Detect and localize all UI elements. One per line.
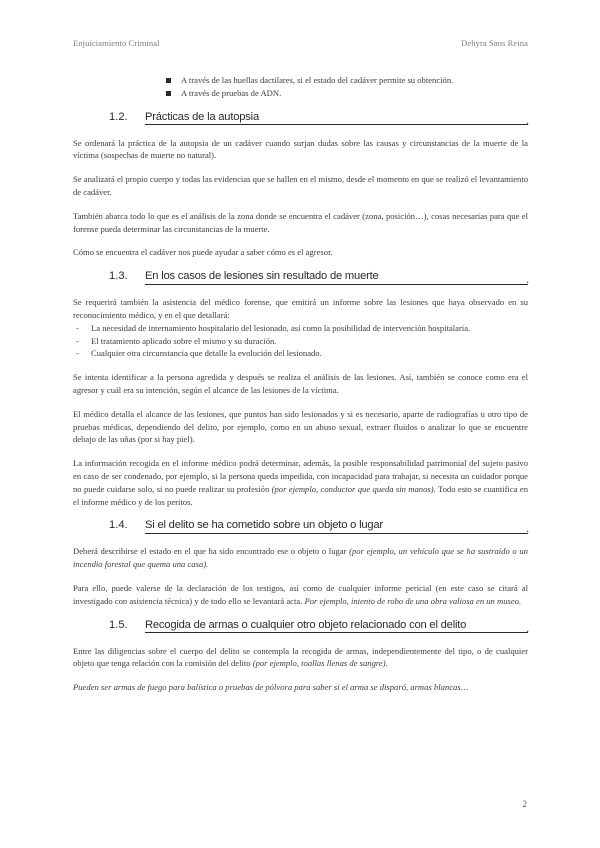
header-right: Dehyra Sans Reina	[461, 38, 528, 48]
header-left: Enjuiciamiento Criminal	[73, 38, 160, 48]
list-item: - La necesidad de internamiento hospitalario del lesionado, así como la posibilidad de intervención hospitalaria.	[76, 322, 471, 333]
list-item: - Cualquier otra circunstancia que detalle la evolución del lesionado.	[76, 348, 322, 359]
section-number: 1.5.	[109, 618, 128, 631]
paragraph: También abarca todo lo que es el análisis de la zona donde se encuentra el cadáver (zona, posición…), cosas necesarias para que el forense pueda determinar las circunstancias de la muerte.	[73, 210, 528, 234]
section-heading-1-4	[73, 519, 528, 535]
square-bullet-icon	[166, 91, 171, 96]
intro-bullet-list	[73, 74, 528, 100]
paragraph: Se ordenará la práctica de la autopsia de un cadáver cuando surjan dudas sobre las causas y circunstancias de la muerte de la víctima (sospechas de muerte no natural).	[73, 137, 528, 161]
paragraph: Entre las diligencias sobre el cuerpo del delito se contempla la recogida de armas, independientemente del tipo, o de cualquier objeto que tenga relación con la comisión del delito (por ejemplo, toallas llenas de sangre).	[73, 645, 528, 669]
page-number: 2	[522, 799, 527, 809]
square-bullet-icon	[166, 78, 171, 83]
list-item: A través de las huellas dactilares, si el estado del cadáver permite su obtención.	[73, 74, 528, 87]
paragraph: El médico detalla el alcance de las lesiones, que puntos han sido lesionados y si es necesario, aparte de radiografías u otro tipo de pruebas médicas, dependiendo del delito, por ejemplo, como en un abuso sexual, extraer fluidos o analizar lo que se encuentre debajo de las uñas (por si hay piel).	[73, 408, 528, 445]
dash-bullet-icon: -	[76, 348, 79, 359]
paragraph: Se requerirá también la asistencia del médico forense, que emitirá un informe sobre las lesiones que haya observado en su reconocimiento médico, y en el que detallará:	[73, 297, 528, 320]
paragraph: Pueden ser armas de fuego para balística o pruebas de pólvora para saber si el arma se disparó, armas blancas…	[73, 682, 469, 693]
list-item: A través de pruebas de ADN.	[73, 87, 528, 100]
section-number: 1.4.	[109, 519, 128, 532]
dash-bullet-icon: -	[76, 335, 79, 346]
paragraph: Para ello, puede valerse de la declaración de los testigos, así como de cualquier informe pericial (en este caso se citará al investigado con asistencia técnica) y de todo ello se levantará acta. Por ejemplo, intento de robo de una obra valiosa en un museo.	[73, 582, 528, 606]
paragraph: La información recogida en el informe médico podrá determinar, además, la posible responsabilidad patrimonial del sujeto pasivo en caso de ser condenado, por ejemplo, si la persona queda impedida, con incapacidad para trabajar, si necesita un cuidador porque no puede cuidarse solo, si no puede realizar su profesión (por ejemplo, conductor que queda sin manos). Todo esto se cuantifica en el informe médico y de los peritos.	[73, 458, 528, 507]
section-title: En los casos de lesiones sin resultado de muerte .	[145, 270, 528, 285]
section-heading-1-2	[73, 111, 528, 127]
paragraph: Deberá describirse el estado en el que ha sido encontrado ese o objeto o lugar (por ejemplo, un vehículo que se ha sustraído o un incendio forestal que quema una casa).	[73, 546, 528, 570]
section-title: Recogida de armas o cualquier otro objeto relacionado con el delito .	[145, 619, 528, 634]
section-heading-1-3	[73, 270, 528, 286]
section-heading-1-5	[73, 619, 528, 635]
paragraph: Se intenta identificar a la persona agredida y después se realiza el análisis de las lesiones. Así, también se conoce como era el agresor y cuál era su intención, según el alcance de las lesiones de la víctima.	[73, 372, 528, 395]
page-content	[73, 74, 528, 705]
section-number: 1.2.	[109, 110, 128, 123]
list-item: - El tratamiento aplicado sobre el mismo y su duración.	[76, 335, 277, 346]
section-title: Prácticas de la autopsia .	[145, 111, 528, 126]
section-title: Si el delito se ha cometido sobre un objeto o lugar .	[145, 519, 528, 534]
paragraph: Se analizará el propio cuerpo y todas las evidencias que se hallen en el mismo, desde el momento en que se realizó el levantamiento de cadáver.	[73, 174, 528, 197]
dash-list	[73, 322, 528, 360]
dash-bullet-icon: -	[76, 322, 79, 333]
paragraph: Cómo se encuentra el cadáver nos puede ayudar a saber cómo es el agresor.	[73, 247, 333, 258]
section-number: 1.3.	[109, 270, 128, 283]
